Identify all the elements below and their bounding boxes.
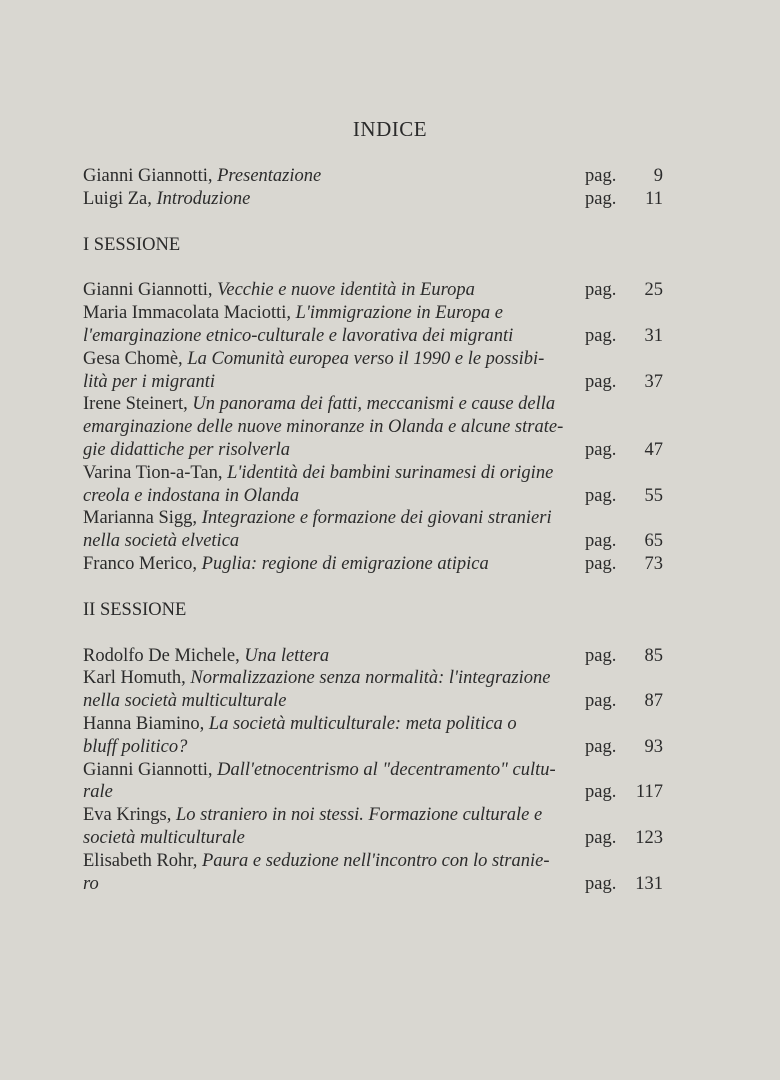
toc-page-number: 117 <box>635 782 663 803</box>
toc-title: bluff politico? <box>83 736 188 757</box>
toc-page-ref <box>585 325 663 348</box>
toc-title: creola e indostana in Olanda <box>83 485 300 506</box>
toc-page-ref <box>585 279 663 302</box>
section-heading: I SESSIONE <box>83 234 181 255</box>
toc-entry-line <box>83 850 583 873</box>
toc-title: Dall'etnocentrismo al "decentramento" cultu- <box>217 759 556 780</box>
toc-entry <box>83 393 663 461</box>
toc-author: Irene Steinert, <box>83 394 193 415</box>
section-spacer <box>83 256 663 279</box>
toc-entry <box>83 645 663 668</box>
toc-entry-line <box>83 165 583 188</box>
toc-author: Luigi Za, <box>83 188 157 209</box>
section-spacer <box>83 576 663 599</box>
toc-title: società multiculturale <box>83 827 245 848</box>
toc-entry <box>83 667 663 713</box>
toc-entry-line <box>83 690 583 713</box>
toc-title: lità per i migranti <box>83 371 216 392</box>
toc-title: Lo straniero in noi stessi. Formazione culturale e <box>176 805 543 826</box>
toc-page-number: 9 <box>653 166 663 186</box>
toc-page-number: 73 <box>644 553 663 574</box>
toc-title: l'emarginazione etnico-culturale e lavorativa dei migranti <box>83 325 514 346</box>
toc-title: nella società elvetica <box>83 531 240 552</box>
toc-page-label: pag. <box>585 691 617 712</box>
section-heading: II SESSIONE <box>83 599 187 620</box>
toc-page-ref <box>585 439 663 462</box>
toc-entry-line <box>83 804 583 827</box>
toc-title: Presentazione <box>217 166 322 186</box>
section-spacer <box>83 211 663 234</box>
toc-page-label: pag. <box>585 325 617 346</box>
toc-title: Paura e seduzione nell'incontro con lo stranie- <box>201 850 550 871</box>
toc-author: Varina Tion-a-Tan, <box>83 462 228 483</box>
toc-entry <box>83 279 663 302</box>
toc-page-label: pag. <box>585 166 617 186</box>
toc-page-number: 37 <box>644 371 663 392</box>
toc-title: L'identità dei bambini surinamesi di origine <box>227 462 554 483</box>
toc-entry-line <box>83 462 583 485</box>
toc-page-number: 47 <box>644 439 663 460</box>
toc-title: Puglia: regione di emigrazione atipica <box>201 553 489 574</box>
toc-entry-line <box>83 279 583 302</box>
toc-page-label: pag. <box>585 531 617 552</box>
toc-entry <box>83 302 663 348</box>
toc-author: Gianni Giannotti, <box>83 280 218 301</box>
toc-entry-line <box>83 416 583 439</box>
toc-page-label: pag. <box>585 553 617 574</box>
toc-author: Gianni Giannotti, <box>83 166 218 186</box>
toc-author: Karl Homuth, <box>83 668 191 689</box>
table-of-contents <box>83 165 663 895</box>
toc-entry <box>83 462 663 508</box>
toc-page-number: 123 <box>635 827 663 848</box>
toc-page-ref <box>585 530 663 553</box>
toc-page-ref <box>585 485 663 508</box>
toc-page-ref <box>585 736 663 759</box>
toc-entry-line <box>83 667 583 690</box>
toc-entry <box>83 713 663 759</box>
toc-title: La Comunità europea verso il 1990 e le possibi- <box>187 348 545 369</box>
toc-page-label: pag. <box>585 645 617 666</box>
toc-entry <box>83 553 663 576</box>
toc-author: Franco Merico, <box>83 553 202 574</box>
toc-author: Marianna Sigg, <box>83 508 202 529</box>
toc-entry-line <box>83 713 583 736</box>
toc-page-number: 25 <box>644 280 663 301</box>
toc-entry <box>83 165 663 188</box>
toc-title: Normalizzazione senza normalità: l'integrazione <box>190 668 551 689</box>
toc-title: nella società multiculturale <box>83 691 287 712</box>
toc-entry <box>83 759 663 805</box>
toc-page-number: 55 <box>644 485 663 506</box>
toc-page-label: pag. <box>585 439 617 460</box>
toc-title: ro <box>83 873 99 894</box>
toc-entry <box>83 188 663 211</box>
toc-entry-line <box>83 827 583 850</box>
toc-entry-line <box>83 736 583 759</box>
toc-page-label: pag. <box>585 736 617 757</box>
toc-page-label: pag. <box>585 485 617 506</box>
toc-entry-line <box>83 348 583 371</box>
toc-entry-line <box>83 645 583 668</box>
toc-entry-line <box>83 485 583 508</box>
toc-author: Elisabeth Rohr, <box>83 850 202 871</box>
toc-entry <box>83 804 663 850</box>
toc-entry-line <box>83 873 583 896</box>
toc-entry <box>83 348 663 394</box>
toc-entry-line <box>83 371 583 394</box>
toc-author: Gianni Giannotti, <box>83 759 218 780</box>
toc-title: Un panorama dei fatti, meccanismi e cause della <box>192 394 556 415</box>
toc-page-ref <box>585 165 663 188</box>
toc-page-label: pag. <box>585 371 617 392</box>
toc-page-number: 87 <box>644 691 663 712</box>
toc-page-label: pag. <box>585 873 617 894</box>
toc-page-label: pag. <box>585 827 617 848</box>
toc-title: Introduzione <box>156 188 251 209</box>
toc-entry-line <box>83 781 583 804</box>
toc-title: gie didattiche per risolverla <box>83 439 291 460</box>
toc-page-ref <box>585 371 663 394</box>
toc-title: L'immigrazione in Europa e <box>295 303 503 324</box>
toc-page-number: 11 <box>645 188 663 209</box>
toc-page-ref <box>585 873 663 896</box>
toc-page-label: pag. <box>585 280 617 301</box>
toc-page-ref <box>585 827 663 850</box>
toc-title: emarginazione delle nuove minoranze in Olanda e alcune strate- <box>83 417 564 438</box>
toc-author: Gesa Chomè, <box>83 348 188 369</box>
toc-title: Vecchie e nuove identità in Europa <box>217 280 475 301</box>
toc-page-ref <box>585 553 663 576</box>
toc-page-ref <box>585 690 663 713</box>
toc-page-number: 65 <box>644 531 663 552</box>
toc-page-number: 93 <box>644 736 663 757</box>
toc-entry-line <box>83 759 583 782</box>
toc-entry-line <box>83 302 583 325</box>
toc-page-ref <box>585 781 663 804</box>
toc-entry-line <box>83 553 583 576</box>
section-spacer <box>83 622 663 645</box>
toc-page-ref <box>585 645 663 668</box>
toc-entry-line <box>83 439 583 462</box>
toc-author: Maria Immacolata Maciotti, <box>83 303 296 324</box>
toc-title: La società multiculturale: meta politica o <box>208 713 517 734</box>
toc-author: Hanna Biamino, <box>83 713 209 734</box>
page-title: INDICE <box>352 117 428 141</box>
toc-page-number: 31 <box>644 325 663 346</box>
toc-entry-line <box>83 393 583 416</box>
toc-entry-line <box>83 325 583 348</box>
toc-author: Eva Krings, <box>83 805 176 826</box>
toc-title: Una lettera <box>244 645 330 666</box>
toc-entry-line <box>83 530 583 553</box>
toc-page-label: pag. <box>585 782 617 803</box>
toc-author: Rodolfo De Michele, <box>83 645 245 666</box>
toc-page-number: 131 <box>635 873 663 894</box>
toc-page-number: 85 <box>644 645 663 666</box>
toc-page-label: pag. <box>585 188 617 209</box>
toc-entry-line <box>83 507 583 530</box>
toc-title: Integrazione e formazione dei giovani stranieri <box>201 508 552 529</box>
toc-page-ref <box>585 188 663 211</box>
toc-entry-line <box>83 188 583 211</box>
toc-entry <box>83 850 663 896</box>
toc-title: rale <box>83 782 113 803</box>
toc-entry <box>83 507 663 553</box>
